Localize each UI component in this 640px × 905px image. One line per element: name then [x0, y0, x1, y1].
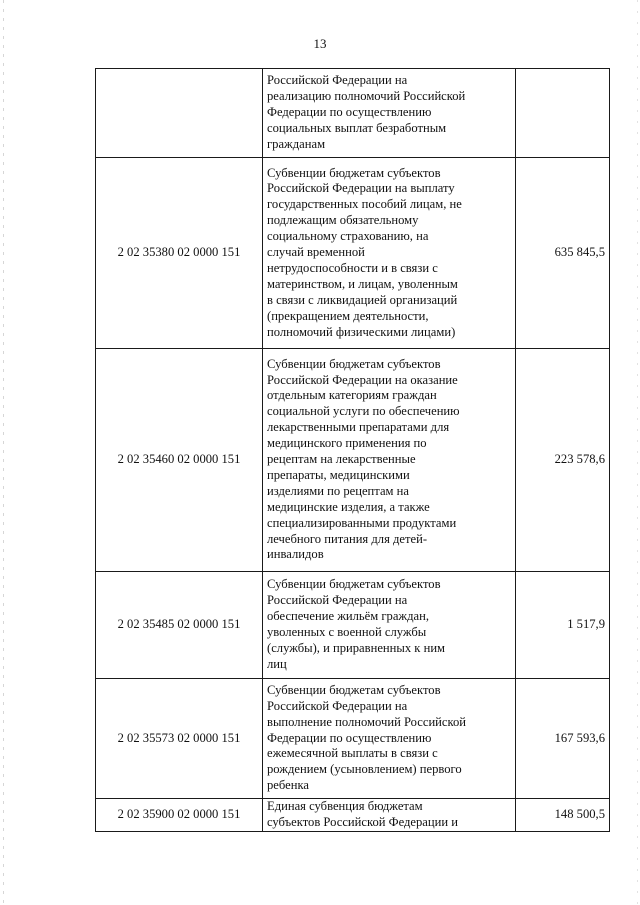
description-line: реализацию полномочий Российской	[267, 89, 466, 104]
description-line: Федерации по осуществлению	[267, 105, 432, 120]
description-line: обеспечение жильём граждан,	[267, 609, 430, 624]
description-line: Субвенции бюджетам субъектов	[267, 682, 441, 697]
page-number: 13	[313, 36, 327, 51]
description-line: полномочий физическими лицами)	[267, 324, 456, 339]
description-line: Российской Федерации на оказание	[267, 372, 458, 387]
description-line: лекарственными препаратами для	[267, 420, 450, 435]
description-line: Российской Федерации на	[267, 593, 408, 608]
budget-code-cell: 2 02 35460 02 0000 151	[96, 349, 263, 572]
description-line: Субвенции бюджетам субъектов	[267, 577, 441, 592]
description-line: Субвенции бюджетам субъектов	[267, 165, 441, 180]
description-line: (прекращением деятельности,	[267, 308, 429, 323]
description-cell	[263, 69, 516, 158]
description-line: инвалидов	[267, 547, 324, 562]
table-row	[96, 799, 610, 832]
amount-cell: 167 593,6	[516, 679, 610, 799]
description-cell	[263, 679, 516, 799]
table-row	[96, 158, 610, 349]
budget-code-cell: 2 02 35573 02 0000 151	[96, 679, 263, 799]
table-row	[96, 572, 610, 679]
description-cell	[263, 349, 516, 572]
description-line: отдельным категориям граждан	[267, 388, 437, 403]
description-line: ребенка	[267, 778, 309, 793]
description-line: лечебного питания для детей-	[267, 531, 428, 546]
description-line: Российской Федерации на	[267, 73, 408, 88]
description-line: случай временной	[267, 245, 365, 260]
description-line: государственных пособий лицам, не	[267, 197, 462, 212]
scan-edge-left	[3, 0, 4, 905]
amount-cell: 635 845,5	[516, 158, 610, 349]
description-line: (службы), и приравненных к ним	[267, 640, 446, 655]
amount-cell: 1 517,9	[516, 572, 610, 679]
description-line: материнством, и лицам, уволенным	[267, 276, 458, 291]
budget-code-cell: 2 02 35900 02 0000 151	[96, 799, 263, 832]
table-row	[96, 349, 610, 572]
table-row	[96, 679, 610, 799]
description-line: рождением (усыновлением) первого	[267, 762, 462, 777]
description-line: Федерации по осуществлению	[267, 730, 432, 745]
description-line: социальных выплат безработным	[267, 120, 447, 135]
scan-edge-right	[637, 0, 638, 905]
description-cell	[263, 572, 516, 679]
description-line: Российской Федерации на	[267, 698, 408, 713]
description-line: социальному страхованию, на	[267, 229, 429, 244]
amount-cell	[516, 69, 610, 158]
description-line: ежемесячной выплаты в связи с	[267, 746, 438, 761]
description-line: социальной услуги по обеспечению	[267, 404, 460, 419]
description-line: Субвенции бюджетам субъектов	[267, 356, 441, 371]
description-line: выполнение полномочий Российской	[267, 714, 467, 729]
description-line: нетрудоспособности и в связи с	[267, 260, 438, 275]
description-line: подлежащим обязательному	[267, 213, 419, 228]
description-line: уволенных с военной службы	[267, 625, 427, 639]
amount-cell: 148 500,5	[516, 799, 610, 832]
description-line: препараты, медицинскими	[267, 467, 410, 482]
description-line: субъектов Российской Федерации и	[267, 815, 459, 829]
description-line: лиц	[267, 656, 287, 671]
description-line: Российской Федерации на выплату	[267, 181, 455, 196]
description-line: изделиями по рецептам на	[267, 483, 409, 498]
budget-revenue-table	[95, 68, 610, 832]
description-cell	[263, 799, 516, 832]
description-line: в связи с ликвидацией организаций	[267, 292, 458, 307]
amount-cell: 223 578,6	[516, 349, 610, 572]
description-line: медицинские изделия, а также	[267, 499, 430, 514]
description-cell	[263, 158, 516, 349]
table-row	[96, 69, 610, 158]
description-line: Единая субвенция бюджетам	[267, 799, 423, 814]
budget-code-cell: 2 02 35380 02 0000 151	[96, 158, 263, 349]
budget-code-cell: 2 02 35485 02 0000 151	[96, 572, 263, 679]
description-line: медицинского применения по	[267, 436, 427, 451]
description-line: специализированными продуктами	[267, 515, 457, 530]
description-line: гражданам	[267, 136, 326, 151]
budget-code-cell	[96, 69, 263, 158]
description-line: рецептам на лекарственные	[267, 452, 416, 467]
